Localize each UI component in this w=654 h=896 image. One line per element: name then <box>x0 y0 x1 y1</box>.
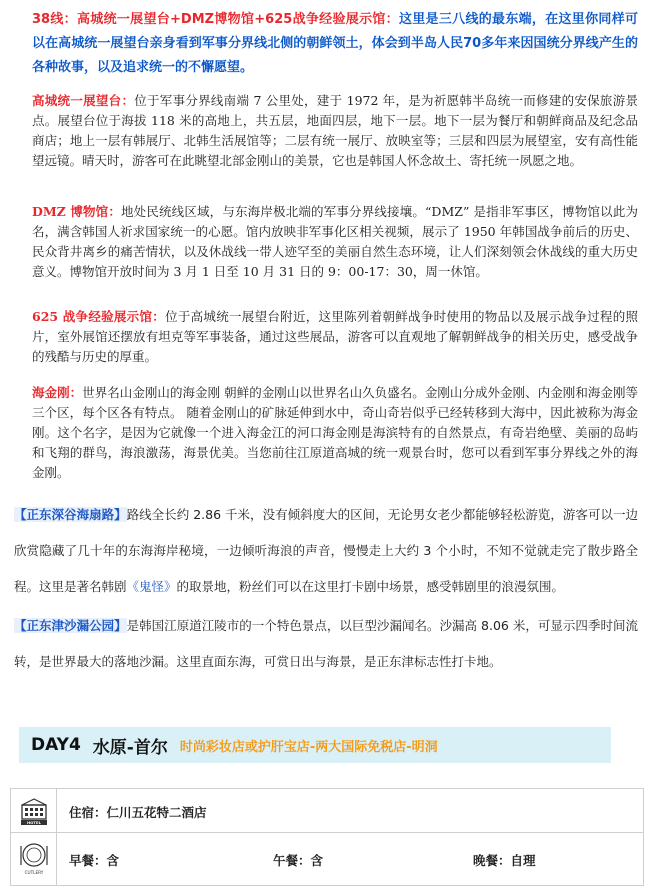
section-lead: 625 战争经验展示馆： <box>32 309 166 324</box>
section-lead: 海金刚： <box>32 385 83 400</box>
lunch-label: 午餐： <box>273 853 311 868</box>
section-lead: 高城统一展望台： <box>32 93 135 108</box>
route-hourglass-park <box>14 608 638 680</box>
day-number: DAY4 <box>31 735 81 755</box>
route-tag: 【正东津沙漏公园】 <box>14 618 127 633</box>
route-jeongdong-trail <box>14 497 638 605</box>
lunch-value: 含 <box>310 853 324 868</box>
section-text: 世界名山金刚山的海金刚 朝鲜的金刚山以世界名山久负盛名。金刚山分成外金刚、内金刚和海金刚等三个区，每个区各有特点。 随着金刚山的矿脉延伸到水中，奇山奇岩似乎已经转移到大海中，因此被称为海金刚。这个名字，是因为它就像一个进入海金江的河口海金刚是海滨特有的自然景点，有奇岩绝壁、美丽的岛屿和飞翔的群鸟，海浪激荡，海景优美。当您前往江原道高城的统一观景台时，您可以看到军事分界线之外的海金刚。 <box>32 385 638 480</box>
intro-text: 这里是三八线的最东端，在这里你同样可以在高城统一展望台亲身看到军事分界线北侧的朝鲜领土，体会到半岛人民70多年来因国统分界线产生的各种故事，以及追求统一的不懈愿望。 <box>32 12 638 75</box>
section-text: 地处民统线区域，与东海岸极北端的军事分界线接壤。“DMZ” 是指非军事区，博物馆以此为名，满含韩国人祈求国家统一的心愿。馆内放映非军事化区相关视频，展示了 1950 年韩国战争前后的历史、民众背井离乡的痛苦情状，以及休战线一带人迹罕至的美丽自然生态环境，让人们深刻领会休战线的重大历史意义。博物馆开放时间为 3 月 1 日至 10 月 31 日的 9：00-17：30，周一休馆。 <box>32 204 638 279</box>
accommodation-value: 仁川五花特二酒店 <box>106 805 207 820</box>
section-war-exhibition <box>32 307 638 367</box>
section-text: 位于军事分界线南端 7 公里处，建于 1972 年，是为祈愿韩半岛统一而修建的安保旅游景点。展望台位于海拔 118 米的高地上，共五层，地面四层，地下一层。地下一层为餐厅和朝鲜商品及纪念品商店；地上一层有韩展厅、北韩生活展馆等；二层有统一展厅、放映室等；三层和四层为展望室，安有高性能望远镜。晴天时，游客可在此眺望北部金刚山的美景，它也是韩国人怀念故土、寄托统一夙愿之地。 <box>32 93 638 168</box>
route-text: 路线全长约 2.86 千米，没有倾斜度大的区间，无论男女老少都能够轻松游览，游客可以一边欣赏隐藏了几十年的东海海岸秘境，一边倾听海浪的声音，慢慢走上大约 3 个小时，不知不觉就走完了散步路全程。这里是著名韩剧 <box>14 507 638 594</box>
drama-title: 《鬼怪》 <box>126 579 177 594</box>
dinner-value: 自理 <box>510 853 536 868</box>
hotel-icon <box>11 789 57 832</box>
section-haegeumgang <box>32 383 638 483</box>
route-text-after: 的取景地，粉丝们可以在这里打卡剧中场景，感受韩剧里的浪漫氛围。 <box>176 579 565 594</box>
svg-text:HOTEL: HOTEL <box>26 819 41 825</box>
intro-highlight: 38线：高城统一展望台+DMZ博物馆+625战争经验展示馆： <box>32 12 399 27</box>
section-text: 位于高城统一展望台附近，这里陈列着朝鲜战争时使用的物品以及展示战争过程的照片，室外展馆还摆放有坦克等军事装备，通过这些展品，游客可以直观地了解朝鲜战争的相关历史，感受战争的残酷与历史的厚重。 <box>32 309 638 364</box>
section-dmz-museum <box>32 202 638 282</box>
meals-row <box>11 833 643 885</box>
route-text: 是韩国江原道江陵市的一个特色景点，以巨型沙漏闻名。沙漏高 8.06 米，可显示四季时间流转，是世界最大的落地沙漏。这里直面东海，可赏日出与海景，是正东津标志性打卡地。 <box>14 618 638 669</box>
day-banner <box>19 727 611 763</box>
dinner-label: 晚餐： <box>473 853 511 868</box>
intro-paragraph <box>32 8 638 80</box>
section-gaoseong-observatory <box>32 91 638 171</box>
dinner-cell <box>473 851 536 869</box>
breakfast-cell <box>69 851 119 869</box>
route-tag: 【正东深谷海扇路】 <box>14 507 127 522</box>
meal-icon <box>11 833 57 885</box>
svg-text:CUTLERY: CUTLERY <box>24 870 43 875</box>
accommodation-cell <box>69 803 207 821</box>
lunch-cell <box>273 851 323 869</box>
day-info-table <box>10 788 644 886</box>
breakfast-value: 含 <box>106 853 120 868</box>
accommodation-row <box>11 789 643 833</box>
day-route: 水原-首尔 <box>92 737 168 758</box>
day-subtitle: 时尚彩妆店或护肝宝店-两大国际免税店-明洞 <box>179 739 438 755</box>
breakfast-label: 早餐： <box>69 853 107 868</box>
section-lead: DMZ 博物馆： <box>32 204 121 219</box>
accommodation-label: 住宿： <box>69 805 107 820</box>
